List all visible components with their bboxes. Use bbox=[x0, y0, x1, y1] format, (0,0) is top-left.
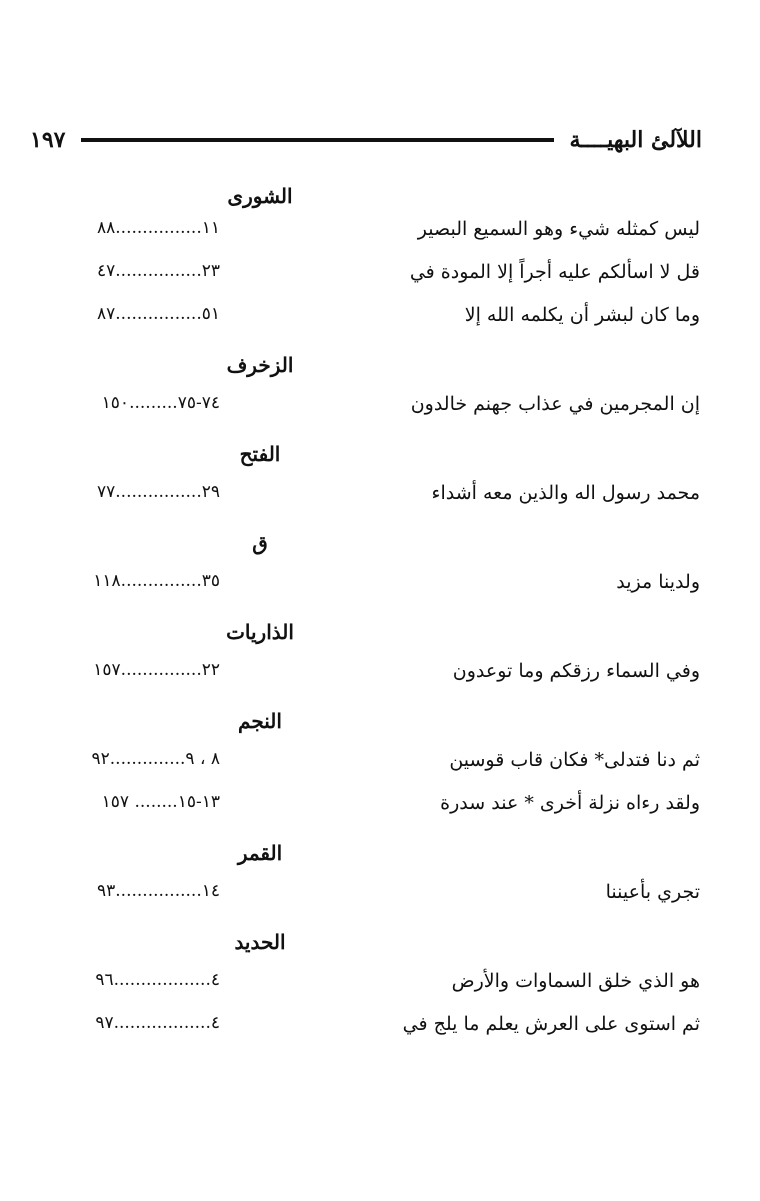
index-entry bbox=[0, 474, 760, 517]
index-entry bbox=[0, 1005, 760, 1048]
verse-text: ولدينا مزيد bbox=[616, 571, 700, 593]
page-header bbox=[30, 118, 702, 162]
surah-section bbox=[0, 916, 760, 1048]
verse-reference: ٣٥...............١١٨ bbox=[93, 571, 220, 591]
surah-section bbox=[0, 827, 760, 916]
verse-reference: ٢٢...............١٥٧ bbox=[93, 660, 220, 680]
index-entry bbox=[0, 253, 760, 296]
surah-name: الحديد bbox=[234, 930, 286, 954]
verse-text: وما كان لبشر أن يكلمه الله إلا bbox=[464, 304, 700, 326]
surah-heading bbox=[0, 339, 760, 385]
surah-name: الزخرف bbox=[226, 353, 294, 377]
index-entry bbox=[0, 652, 760, 695]
surah-name: الشورى bbox=[227, 184, 293, 208]
header-rule bbox=[81, 138, 553, 142]
verse-reference: ١٤................٩٣ bbox=[97, 881, 220, 901]
verse-reference: ٢٣................٤٧ bbox=[97, 261, 220, 281]
index-entry bbox=[0, 296, 760, 339]
surah-section bbox=[0, 517, 760, 606]
surah-name: الفتح bbox=[239, 442, 281, 466]
surah-section bbox=[0, 695, 760, 827]
index-entry bbox=[0, 385, 760, 428]
index-entry bbox=[0, 563, 760, 606]
verse-reference: ٤..................٩٦ bbox=[95, 970, 220, 990]
verse-reference: ١١................٨٨ bbox=[97, 218, 220, 238]
verse-reference: ٥١................٨٧ bbox=[97, 304, 220, 324]
book-title: اللآلئ البهيــــة bbox=[569, 127, 702, 153]
surah-name: القمر bbox=[237, 841, 283, 865]
surah-section bbox=[0, 606, 760, 695]
surah-section bbox=[0, 428, 760, 517]
index-entry bbox=[0, 210, 760, 253]
verse-text: ليس كمثله شيء وهو السميع البصير bbox=[417, 218, 700, 240]
verse-text: ثم استوى على العرش يعلم ما يلج في bbox=[402, 1013, 700, 1035]
index-entry bbox=[0, 873, 760, 916]
index-entry bbox=[0, 784, 760, 827]
verse-text: ولقد رءاه نزلة أخرى * عند سدرة bbox=[440, 792, 700, 814]
surah-section bbox=[0, 170, 760, 339]
verse-text: ثم دنا فتدلى* فكان قاب قوسين bbox=[449, 749, 700, 771]
surah-name: النجم bbox=[238, 709, 282, 733]
index-entry bbox=[0, 962, 760, 1005]
surah-heading bbox=[0, 428, 760, 474]
verse-reference: ٤..................٩٧ bbox=[95, 1013, 220, 1033]
surah-name: الذاريات bbox=[226, 620, 294, 644]
surah-heading bbox=[0, 517, 760, 563]
surah-section bbox=[0, 339, 760, 428]
verse-reference: ٨ ، ٩..............٩٢ bbox=[91, 749, 220, 769]
verse-text: محمد رسول اله والذين معه أشداء bbox=[431, 482, 700, 504]
index-entry bbox=[0, 741, 760, 784]
verse-reference: ٢٩................٧٧ bbox=[97, 482, 220, 502]
index-content bbox=[0, 170, 760, 1048]
surah-name: ق bbox=[252, 531, 268, 555]
verse-text: إن المجرمين في عذاب جهنم خالدون bbox=[410, 393, 700, 415]
verse-text: قل لا اسألكم عليه أجراً إلا المودة في bbox=[409, 261, 700, 283]
verse-reference: ٧٤-٧٥.........١٥٠ bbox=[101, 393, 220, 413]
verse-text: وفي السماء رزقكم وما توعدون bbox=[452, 660, 700, 682]
surah-heading bbox=[0, 170, 760, 210]
surah-heading bbox=[0, 916, 760, 962]
verse-text: هو الذي خلق السماوات والأرض bbox=[451, 970, 700, 992]
surah-heading bbox=[0, 695, 760, 741]
page-number: ١٩٧ bbox=[30, 127, 66, 153]
verse-reference: ١٣-١٥........ ١٥٧ bbox=[101, 792, 220, 812]
verse-text: تجري بأعيننا bbox=[605, 881, 700, 903]
surah-heading bbox=[0, 827, 760, 873]
surah-heading bbox=[0, 606, 760, 652]
